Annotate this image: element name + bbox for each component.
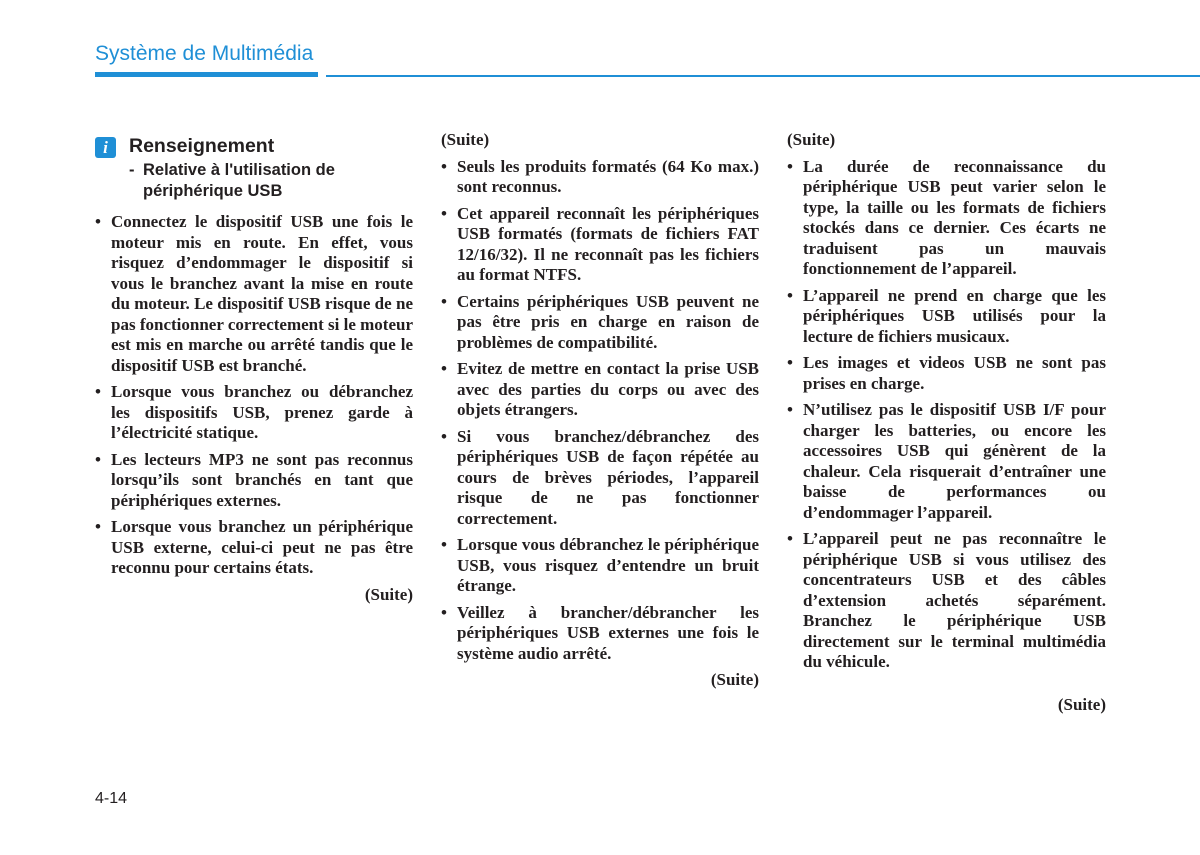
list-item: [95, 517, 413, 579]
list-item: [441, 603, 759, 665]
info-heading: [95, 136, 413, 160]
list-item: [441, 204, 759, 286]
info-icon: i: [95, 137, 116, 158]
list-item-text: Lorsque vous débranchez le périphérique USB, vous risquez d’entendre un bruit étrange.: [457, 535, 759, 595]
text-column-2: [441, 130, 759, 691]
list-item-text: Seuls les produits formatés (64 Ko max.) sont reconnus.: [457, 156, 759, 196]
list-item: [95, 382, 413, 444]
bullet-list: [787, 157, 1106, 673]
list-item: [95, 212, 413, 376]
list-item-text: Si vous branchez/débranchez des périphériques USB de façon répétée au cours de brèves périodes, l’appareil risque de ne pas fonctionner correctement.: [457, 426, 759, 528]
bullet-icon: •: [95, 212, 101, 231]
list-item-text: Veillez à brancher/débrancher les périphériques USB externes une fois le système audio arrêté.: [457, 602, 759, 663]
list-item-text: La durée de reconnaissance du périphérique USB peut varier selon le type, la taille ou les formats de fichiers stockés dans ce dernier. Ces écarts ne traduisent pas un mauvais fonctionnement de l’appareil.: [803, 156, 1106, 278]
header-rule: [326, 75, 1200, 77]
header-rule-accent: [95, 72, 318, 77]
list-item-text: Certains périphériques USB peuvent ne pas être pris en charge en raison de problèmes de compatibilité.: [457, 291, 759, 352]
list-item-text: N’utilisez pas le dispositif USB I/F pour charger les batteries, ou encore les accessoires USB qui génèrent de la chaleur. Cela risquerait d’entraîner une baisse de performances ou d’endommager l’appareil.: [803, 400, 1106, 522]
info-title: Renseignement: [129, 135, 275, 157]
list-item: [441, 292, 759, 354]
list-item: [787, 286, 1106, 348]
bullet-icon: •: [441, 203, 447, 223]
list-item: [787, 400, 1106, 523]
bullet-icon: •: [441, 426, 447, 446]
bullet-icon: •: [441, 359, 447, 378]
bullet-list: [441, 157, 759, 665]
list-item-text: Connectez le dispositif USB une fois le moteur mis en route. En effet, vous risquez d’endommager le dispositif si vous le branchez avant la mise en route du moteur. Le dispositif USB risque de ne pas fonctionner correctement si le moteur est mis en marche ou arrêté tandis que le dispositif USB est branché.: [111, 212, 413, 375]
bullet-icon: •: [441, 156, 447, 176]
list-item-text: Les lecteurs MP3 ne sont pas reconnus lorsqu’ils sont branchés en tant que périphériques externes.: [111, 449, 413, 510]
list-item: [95, 450, 413, 512]
list-item: [787, 353, 1106, 394]
bullet-icon: •: [787, 400, 793, 419]
bullet-icon: •: [95, 449, 101, 469]
text-column-1: [95, 130, 413, 605]
bullet-icon: •: [441, 535, 447, 554]
list-item: [787, 157, 1106, 280]
list-item-text: L’appareil ne prend en charge que les périphériques USB utilisés pour la lecture de fichiers musicaux.: [803, 285, 1106, 346]
list-item-text: L’appareil peut ne pas reconnaître le périphérique USB si vous utilisez des concentrateurs USB et des câbles d’extension achetés séparément. Branchez le périphérique USB directement sur le terminal multimédia du véhicule.: [803, 529, 1106, 671]
continued-label: (Suite): [710, 670, 759, 689]
list-item: [787, 529, 1106, 673]
bullet-icon: •: [787, 285, 793, 305]
bullet-icon: •: [787, 156, 793, 176]
list-item-text: Evitez de mettre en contact la prise USB avec des parties du corps ou avec des objets étrangers.: [457, 359, 759, 419]
section-title: Système de Multimédia: [95, 42, 314, 65]
bullet-icon: •: [787, 529, 793, 548]
list-item-text: Lorsque vous branchez ou débranchez les dispositifs USB, prenez garde à l’électricité statique.: [111, 382, 413, 442]
bullet-icon: •: [441, 602, 447, 622]
list-item: [441, 359, 759, 421]
continued-from-label: (Suite): [441, 130, 490, 149]
bullet-icon: •: [95, 517, 101, 536]
bullet-list: [95, 212, 413, 579]
list-item-text: Lorsque vous branchez un périphérique USB externe, celui-ci peut ne pas être reconnu pour certains états.: [111, 517, 413, 577]
bullet-icon: •: [787, 353, 793, 372]
page-number: 4-14: [95, 790, 128, 807]
subtitle-text: Relative à l'utilisation de périphérique USB: [143, 161, 335, 200]
continued-label: (Suite): [364, 584, 413, 604]
list-item: [441, 157, 759, 198]
continued-label: (Suite): [1057, 694, 1106, 714]
info-subtitle: [129, 160, 413, 201]
text-column-3: [787, 130, 1106, 715]
list-item-text: Cet appareil reconnaît les périphériques USB formatés (formats de fichiers FAT 12/16/32). Il ne reconnaît pas les fichiers au format NTFS.: [457, 203, 759, 284]
list-item-text: Les images et videos USB ne sont pas prises en charge.: [803, 353, 1106, 393]
list-item: [441, 427, 759, 530]
bullet-icon: •: [95, 382, 101, 401]
bullet-icon: •: [441, 291, 447, 311]
continued-from-label: (Suite): [787, 130, 836, 149]
subtitle-dash: -: [129, 161, 135, 179]
list-item: [441, 535, 759, 597]
